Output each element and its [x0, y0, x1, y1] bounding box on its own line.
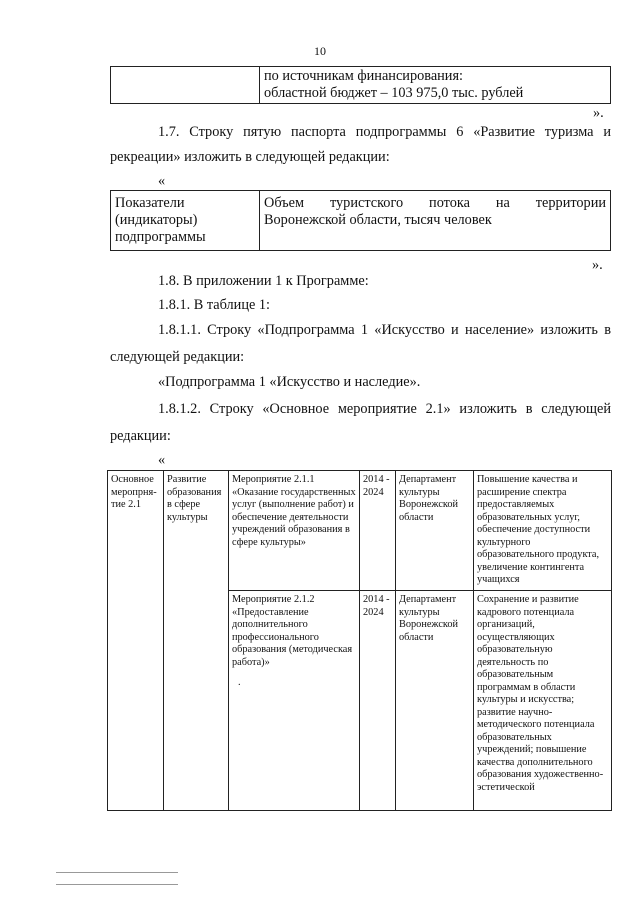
table-cell-empty	[111, 67, 260, 104]
scan-line	[56, 872, 178, 873]
paragraph-1-8: 1.8. В приложении 1 к Программе:	[158, 273, 369, 289]
financing-line-1: по источникам финансирования:	[264, 68, 464, 84]
event-cell: Мероприятие 2.1.1 «Оказание государственных услуг (выполнение работ) и обеспечение деятельности учреждений образования в сфере культуры»	[229, 471, 360, 591]
indicators-value-cell	[260, 191, 611, 251]
main-event-cell: Основное меропрня-тие 2.1	[108, 471, 164, 811]
financing-line-2: областной бюджет – 103 975,0 тыс. рублей	[264, 85, 524, 101]
paragraph-1-8-1-2-line-1: 1.8.1.2. Строку «Основное мероприятие 2.1» изложить в следующей	[158, 401, 611, 417]
paragraph-1-7-line-2: рекреации» изложить в следующей редакции:	[110, 149, 390, 165]
opening-quote: «	[158, 173, 166, 189]
indicators-value-line-2: Воронежской области, тысяч человек	[264, 212, 492, 228]
paragraph-1-8-1: 1.8.1. В таблице 1:	[158, 297, 271, 313]
event-text: Мероприятие 2.1.2 «Предоставление дополнительного профессионального образования (методическая работа)»	[232, 594, 353, 668]
years-cell: 2014 - 2024	[360, 471, 396, 591]
indicators-label-cell: Показатели (индикаторы) подпрограммы	[111, 191, 260, 251]
table-row	[108, 471, 612, 591]
years-cell: 2014 - 2024	[360, 591, 396, 811]
opening-quote: «	[158, 452, 166, 468]
department-cell: Департамент культуры Воронежской области	[396, 591, 474, 811]
paragraph-1-8-1-2-line-2: редакции:	[110, 428, 171, 444]
events-table	[107, 470, 612, 811]
direction-cell: Развитие образования в сфере культуры	[164, 471, 229, 811]
financing-table	[110, 66, 611, 104]
paragraph-1-7-line-1: 1.7. Строку пятую паспорта подпрограммы 6 «Развитие туризма и	[158, 124, 611, 140]
event-cell	[229, 591, 360, 811]
indicators-value-line-1: Объем туристского потока на территории	[264, 195, 606, 211]
indicators-table	[110, 190, 611, 251]
page-number: 10	[314, 44, 326, 58]
scan-line	[56, 884, 178, 885]
stray-dot: .	[238, 677, 241, 688]
table-row	[111, 191, 611, 251]
paragraph-1-8-1-1-line-1: 1.8.1.1. Строку «Подпрограмма 1 «Искусство и население» изложить в	[158, 322, 611, 338]
financing-cell	[260, 67, 611, 104]
paragraph-1-8-1-1-line-2: следующей редакции:	[110, 349, 245, 365]
closing-quote: ».	[592, 257, 603, 273]
table-row	[111, 67, 611, 104]
closing-quote: ».	[593, 105, 604, 121]
result-cell: Сохранение и развитие кадрового потенциала организаций, осуществляющих образовательную деятельность по образовательным программам в области культуры и искусства; развитие научно-методического потенциала образовательных учреждений; повышение качества дополнительного образования художественно-эстетической	[474, 591, 612, 811]
subprogram-title: «Подпрограмма 1 «Искусство и наследие».	[158, 374, 421, 390]
department-cell: Департамент культуры Воронежской области	[396, 471, 474, 591]
result-cell: Повышение качества и расширение спектра предоставляемых образовательных услуг, обеспечение доступности культурного образовательного продукта, увеличение контингента учащихся	[474, 471, 612, 591]
